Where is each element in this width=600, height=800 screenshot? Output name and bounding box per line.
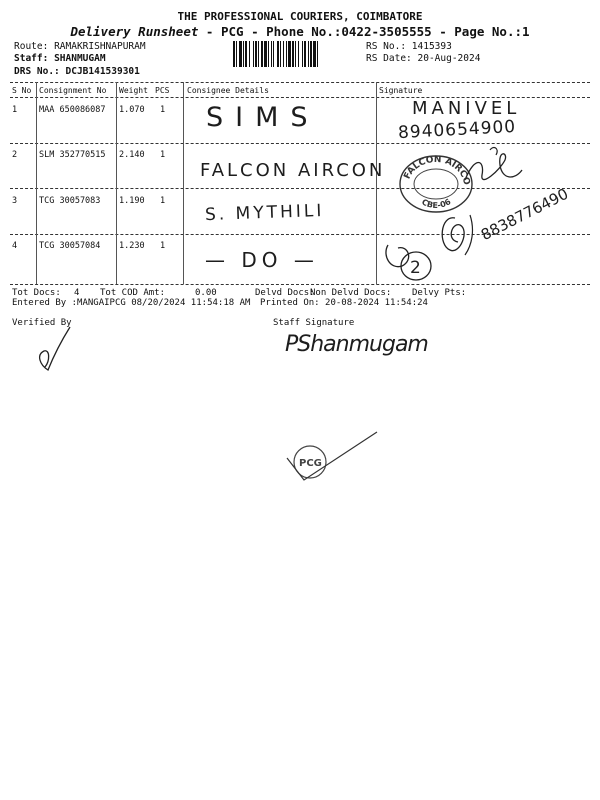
row-3-pcs: 1 — [160, 196, 166, 206]
stamp-text-top: FALCON AIRCON — [392, 143, 472, 186]
row-3-consignee: S. MYTHILI — [204, 200, 325, 226]
runsheet-branch-info: - PCG - Phone No.:0422-3505555 - Page No.:1 — [205, 24, 530, 39]
barcode-bar — [236, 41, 237, 67]
barcode-bar — [286, 41, 287, 67]
barcode-bar — [239, 41, 242, 67]
printed-on: Printed On: 20-08-2024 11:54:24 — [260, 298, 428, 308]
receiver-phone-handwritten: 8940654900 — [397, 116, 517, 144]
delvd-docs-label: Delvd Docs: — [255, 288, 315, 298]
runsheet-title — [0, 24, 600, 39]
barcode-bar — [255, 41, 257, 67]
barcode-bar — [288, 41, 291, 67]
rs-no-value: 1415393 — [411, 41, 452, 52]
col-header-signature: Signature — [379, 86, 423, 95]
barcode-bar — [304, 41, 306, 67]
table-top-rule — [10, 82, 590, 83]
barcode-bar — [264, 41, 267, 67]
row-4-pcs: 1 — [160, 241, 166, 251]
row-4-consignee: — DO — — [205, 248, 319, 272]
barcode-bar — [317, 41, 318, 67]
row-4-consignment: TCG 30057084 — [39, 241, 101, 251]
staff-value: SHANMUGAM — [54, 53, 106, 64]
barcode-bar — [261, 41, 263, 67]
barcode-bar — [273, 41, 274, 67]
route-row — [14, 41, 146, 52]
staff-signature-label: Staff Signature — [273, 318, 355, 328]
barcode-bar — [268, 41, 269, 67]
barcode-bar — [277, 41, 279, 67]
barcode-bar — [245, 41, 247, 67]
row-3-weight: 1.190 — [119, 196, 145, 206]
staff-row — [14, 53, 106, 64]
row-1-weight: 1.070 — [119, 105, 145, 115]
tot-docs-value: 4 — [74, 288, 80, 298]
route-label: Route: — [14, 41, 49, 52]
rs-date-row — [366, 53, 480, 64]
barcode-bar — [243, 41, 244, 67]
barcode-bar — [283, 41, 284, 67]
column-divider — [183, 82, 184, 284]
receiver-name-handwritten: MANIVEL — [412, 98, 521, 119]
col-header-consignee: Consignee Details — [187, 86, 269, 95]
tot-docs-label: Tot Docs: — [12, 288, 61, 298]
company-name: THE PROFESSIONAL COURIERS, COIMBATORE — [177, 10, 423, 23]
barcode-bar — [308, 41, 309, 67]
barcode-bar — [271, 41, 272, 67]
barcode-bar — [310, 41, 312, 67]
row-3-sno: 3 — [12, 196, 18, 206]
staff-label: Staff: — [14, 53, 49, 64]
row-1-pcs: 1 — [160, 105, 166, 115]
col-header-consignment: Consignment No — [39, 86, 107, 95]
stamp-text-bottom: CBE-06 — [420, 197, 453, 211]
non-delvd-docs-label: Non Delvd Docs: — [310, 288, 392, 298]
rs-date-value: 20-Aug-2024 — [417, 53, 481, 64]
pcg-stamp-text: PCG — [299, 458, 322, 469]
row-4-sno: 4 — [12, 241, 18, 251]
barcode-bar — [295, 41, 296, 67]
rs-date-label: RS Date: — [366, 53, 412, 64]
barcode-bar — [253, 41, 254, 67]
barcode-bar — [313, 41, 316, 67]
runsheet-title-label: Delivery Runsheet — [70, 24, 199, 39]
circled-number-icon — [396, 246, 436, 286]
row-2-consignee: FALCON AIRCON — [200, 160, 386, 181]
rs-no-label: RS No.: — [366, 41, 407, 52]
row-2-consignment: SLM 352770515 — [39, 150, 106, 160]
column-divider — [376, 82, 377, 284]
phone-2-handwritten: 8838776490 — [478, 184, 572, 245]
row-4-weight: 1.230 — [119, 241, 145, 251]
drs-row — [14, 66, 140, 77]
entered-by: Entered By :MANGAIPCG 08/20/2024 11:54:18 AM — [12, 298, 251, 308]
barcode-bar — [258, 41, 259, 67]
row-2-pcs: 1 — [160, 150, 166, 160]
row-1-consignment: MAA 650086087 — [39, 105, 106, 115]
delvy-pts-label: Delvy Pts: — [412, 288, 467, 298]
row-3-consignment: TCG 30057083 — [39, 196, 101, 206]
verified-by-signature-icon — [30, 325, 80, 375]
barcode-bar — [233, 41, 235, 67]
signature-scribble-row2-icon — [460, 140, 530, 200]
drs-value: DCJB141539301 — [65, 66, 140, 77]
row-1-consignee: SIMS — [206, 102, 320, 133]
barcode-bar — [280, 41, 281, 67]
column-divider — [116, 82, 117, 284]
table-bottom-rule — [10, 284, 590, 285]
barcode — [232, 41, 360, 67]
barcode-bar — [302, 41, 303, 67]
pcg-stamp-icon — [282, 428, 382, 488]
staff-signature-handwritten: PShanmugam — [285, 332, 428, 357]
barcode-bar — [249, 41, 250, 67]
route-value: RAMAKRISHNAPURAM — [54, 41, 146, 52]
tot-cod-label: Tot COD Amt: — [100, 288, 166, 298]
row-2-sno: 2 — [12, 150, 18, 160]
tot-docs — [12, 288, 61, 298]
col-header-pcs: PCS — [155, 86, 170, 95]
verified-by-label: Verified By — [12, 318, 72, 328]
barcode-bar — [298, 41, 299, 67]
row-1-sno: 1 — [12, 105, 18, 115]
col-header-weight: Weight — [119, 86, 148, 95]
column-divider — [36, 82, 37, 284]
barcode-bar — [292, 41, 294, 67]
drs-label: DRS No.: — [14, 66, 60, 77]
row-2-weight: 2.140 — [119, 150, 145, 160]
rs-no-row — [366, 41, 452, 52]
tot-cod-value: 0.00 — [195, 288, 217, 298]
col-header-sno: S No — [12, 86, 32, 95]
circled-number-text: 2 — [410, 258, 421, 278]
